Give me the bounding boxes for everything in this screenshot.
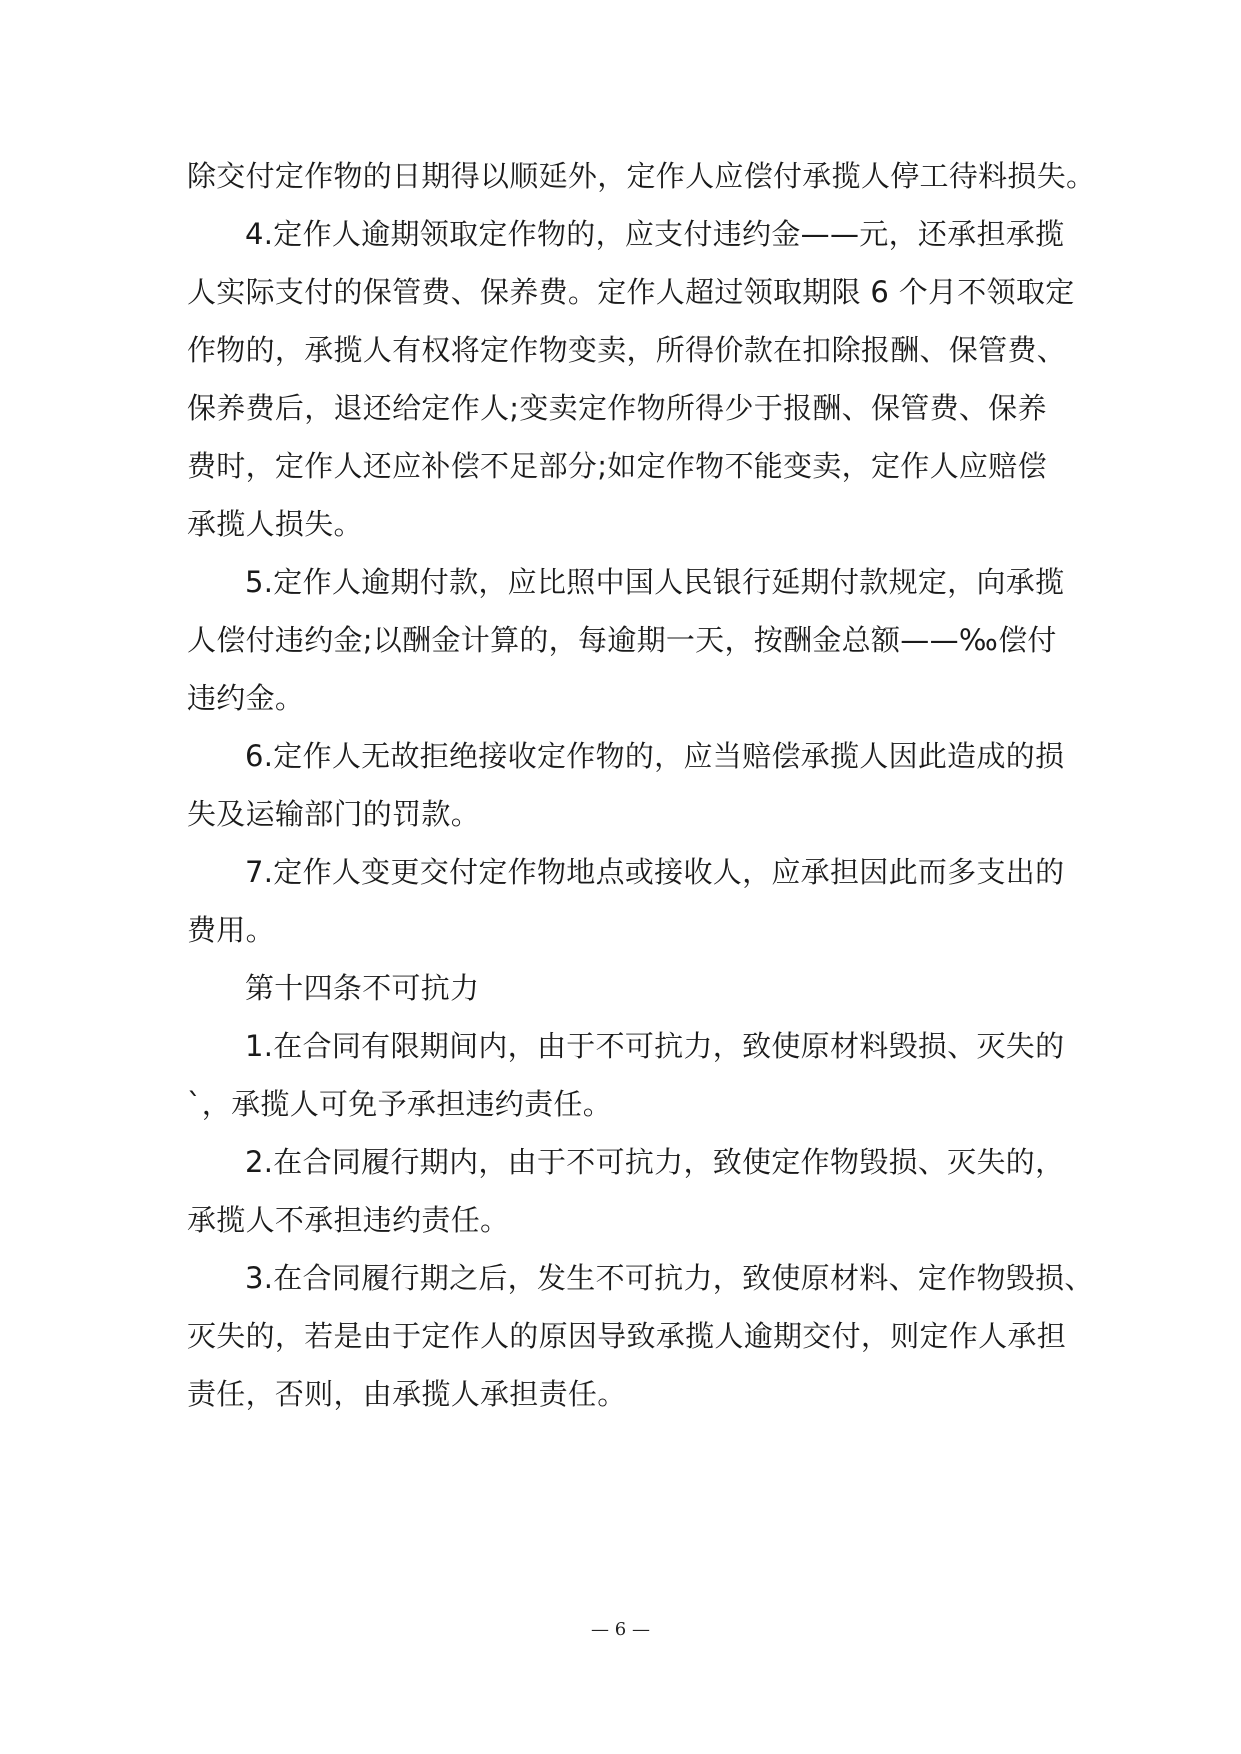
text-line: 人偿付违约金;以酬金计算的，每逾期一天，按酬金总额——‰偿付: [187, 623, 1057, 657]
text-line: 保养费后，退还给定作人;变卖定作物所得少于报酬、保管费、保养: [187, 391, 1047, 425]
text-line: 责任，否则，由承揽人承担责任。: [187, 1377, 627, 1411]
text-line: 人实际支付的保管费、保养费。定作人超过领取期限 6 个月不领取定: [187, 275, 1075, 309]
text-line: 6.定作人无故拒绝接收定作物的，应当赔偿承揽人因此造成的损: [245, 739, 1065, 773]
text-line: 作物的，承揽人有权将定作物变卖，所得价款在扣除报酬、保管费、: [187, 333, 1067, 367]
text-line: 7.定作人变更交付定作物地点或接收人，应承担因此而多支出的: [245, 855, 1065, 889]
text-line: 1.在合同有限期间内，由于不可抗力，致使原材料毁损、灭失的: [245, 1029, 1065, 1063]
text-line: 4.定作人逾期领取定作物的，应支付违约金——元，还承担承揽: [245, 217, 1065, 251]
text-line: 3.在合同履行期之后，发生不可抗力，致使原材料、定作物毁损、: [245, 1261, 1094, 1295]
text-line: 2.在合同履行期内，由于不可抗力，致使定作物毁损、灭失的，: [245, 1145, 1065, 1179]
text-line: `，承揽人可免予承担违约责任。: [187, 1087, 613, 1121]
text-line: 承揽人不承担违约责任。: [187, 1203, 510, 1237]
text-line: 灭失的，若是由于定作人的原因导致承揽人逾期交付，则定作人承担: [187, 1319, 1067, 1353]
text-line: 费时，定作人还应补偿不足部分;如定作物不能变卖，定作人应赔偿: [187, 449, 1047, 483]
text-line: 承揽人损失。: [187, 507, 363, 541]
text-line: 失及运输部门的罚款。: [187, 797, 481, 831]
text-line: 5.定作人逾期付款，应比照中国人民银行延期付款规定，向承揽: [245, 565, 1065, 599]
text-line: 费用。: [187, 913, 275, 947]
text-line: 除交付定作物的日期得以顺延外，定作人应偿付承揽人停工待料损失。: [187, 159, 1096, 193]
text-line: 违约金。: [187, 681, 305, 715]
page-number: — 6 —: [591, 1619, 650, 1640]
section-heading: 第十四条不可抗力: [245, 971, 480, 1005]
